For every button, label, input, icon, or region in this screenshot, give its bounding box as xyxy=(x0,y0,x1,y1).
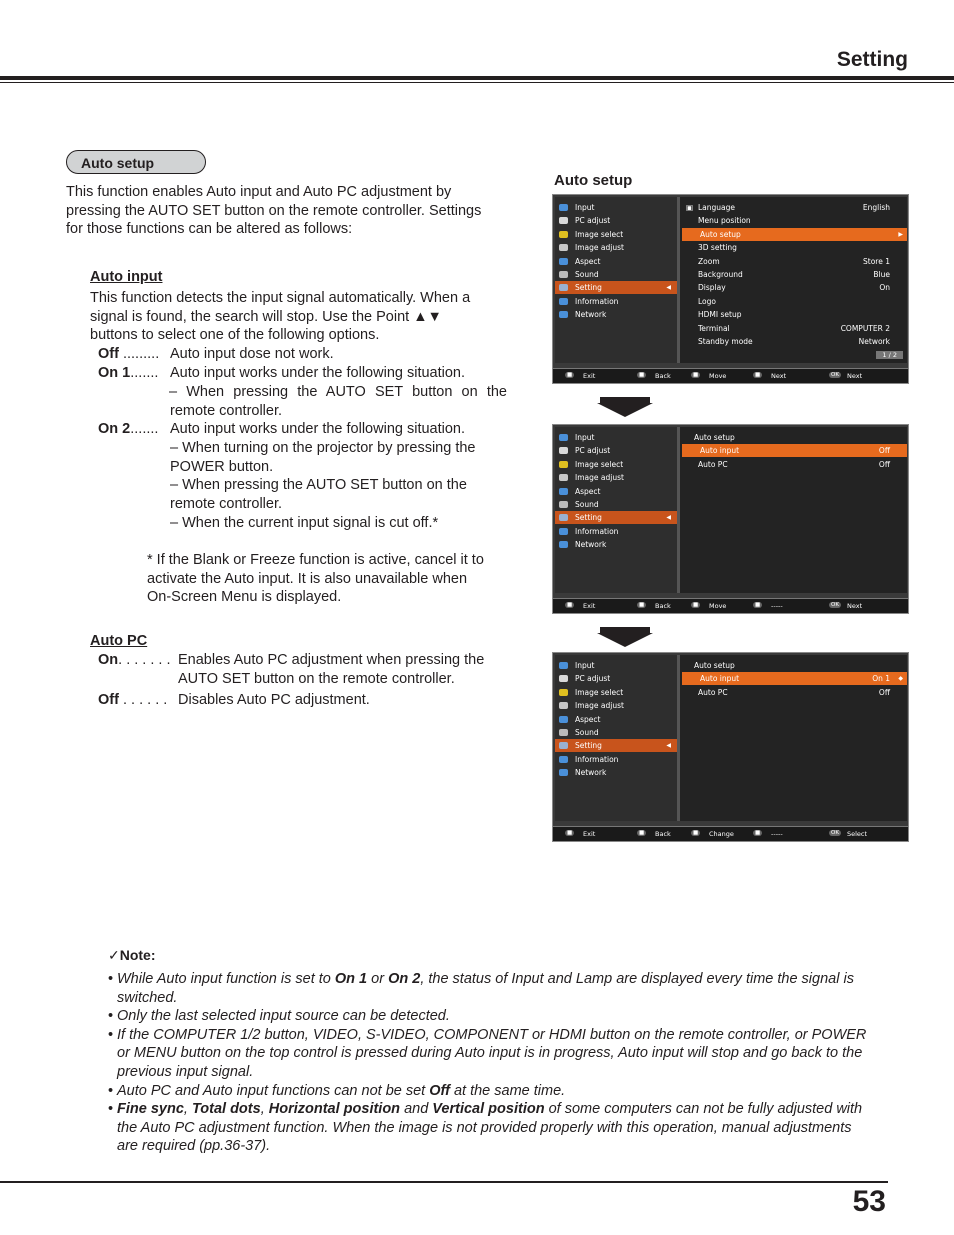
osd-menu-item xyxy=(555,431,677,444)
osd-menu-item xyxy=(555,485,677,498)
osd-guide-label: Exit xyxy=(583,372,596,380)
osd-submenu xyxy=(680,655,907,821)
osd-menu-item xyxy=(555,699,677,712)
osd-item-value: Off xyxy=(878,446,890,456)
network-icon xyxy=(559,769,568,776)
osd-screen-setting xyxy=(552,194,909,384)
option-on1 xyxy=(98,364,508,383)
osd-main-menu xyxy=(555,427,677,593)
move-icon: ■ xyxy=(693,372,699,378)
pc-adjust-icon xyxy=(559,217,568,224)
option-on2-sub: – When the current input signal is cut off.* xyxy=(170,515,439,531)
option-on xyxy=(98,651,508,687)
osd-menu-label: Image adjust xyxy=(575,243,624,253)
auto-input-desc: This function detects the input signal automatically. When a signal is found, the search will stop. Use the Point ▲▼ buttons to select one of the following options. xyxy=(90,290,471,344)
screen-title: Auto setup xyxy=(554,172,633,189)
section-title: Setting xyxy=(836,48,908,71)
osd-menu-item xyxy=(555,268,677,281)
osd-menu-item xyxy=(555,659,677,672)
exit-icon: ■ xyxy=(567,830,573,836)
ok-icon: OK xyxy=(831,830,839,836)
osd-menu-label: Image select xyxy=(575,687,624,697)
topic-pill: Auto setup xyxy=(66,150,206,174)
osd-guide-label: Next xyxy=(847,602,863,610)
osd-title-label: Auto setup xyxy=(694,661,735,670)
osd-menu-item xyxy=(555,766,677,779)
auto-pc-heading xyxy=(90,632,147,651)
osd-item-label: Menu position xyxy=(698,216,751,226)
osd-submenu xyxy=(680,197,907,363)
osd-submenu-item xyxy=(680,322,907,335)
aspect-icon xyxy=(559,488,568,495)
updown-icon: ◆ xyxy=(898,675,903,683)
option-dots: ......... xyxy=(118,346,160,362)
option-on2 xyxy=(98,420,508,439)
option-on1-sub: – When pressing the AUTO SET button on the remote controller. xyxy=(169,384,507,419)
osd-menu-label: PC adjust xyxy=(575,674,611,684)
sound-icon xyxy=(559,501,568,508)
option-text: Auto input works under the following situation. xyxy=(170,421,466,437)
osd-menu-label: Setting xyxy=(575,741,602,751)
image-adjust-icon xyxy=(559,474,568,481)
header-rule xyxy=(0,76,954,80)
osd-menu-label: Setting xyxy=(575,283,602,293)
setting-icon xyxy=(559,742,568,749)
osd-guide-label: Exit xyxy=(583,830,596,838)
osd-guide-label: Back xyxy=(655,602,671,610)
osd-guide-label: Move xyxy=(709,602,727,610)
option-text: Auto input dose not work. xyxy=(170,346,334,362)
note-item: • Auto PC and Auto input functions can not be set Off at the same time. xyxy=(108,1082,868,1101)
setting-icon xyxy=(559,284,568,291)
down-arrow-icon xyxy=(597,403,653,417)
osd-guide-label: Change xyxy=(709,830,734,838)
caret-left-icon: ◀ xyxy=(666,742,671,750)
note-item: • If the COMPUTER 1/2 button, VIDEO, S-VIDEO, COMPONENT or HDMI button on the remote controller, or POWER or MENU button on the top control is pressed during Auto input is in progress, Auto input will stop and go back to the previous input signal. xyxy=(108,1026,868,1082)
osd-page-indicator: 1 / 2 xyxy=(876,351,903,359)
image-select-icon xyxy=(559,689,568,696)
osd-menu-label: Information xyxy=(575,296,619,306)
caret-right-icon: ▶ xyxy=(898,230,903,238)
move-icon: ■ xyxy=(693,830,699,836)
information-icon xyxy=(559,298,568,305)
osd-item-label: Terminal xyxy=(698,323,730,333)
osd-submenu-item xyxy=(680,308,907,321)
osd-submenu-item xyxy=(680,458,907,471)
osd-menu-label: Sound xyxy=(575,728,599,737)
page-number: 53 xyxy=(852,1185,886,1218)
osd-item-label: Auto input xyxy=(700,446,740,456)
osd-guide-label: Move xyxy=(709,372,727,380)
osd-menu-label: Image select xyxy=(575,459,624,469)
aspect-icon xyxy=(559,716,568,723)
osd-menu-label: Network xyxy=(575,768,607,778)
ok-icon: OK xyxy=(831,602,839,608)
osd-menu-item xyxy=(555,753,677,766)
ok-icon: OK xyxy=(831,372,839,378)
note-item: • Only the last selected input source can be detected. xyxy=(108,1007,868,1026)
option-text: Enables Auto PC adjustment when pressing the AUTO SET button on the remote controller. xyxy=(178,652,485,687)
image-select-icon xyxy=(559,231,568,238)
move-icon: ■ xyxy=(693,602,699,608)
osd-item-value: On xyxy=(879,283,890,293)
osd-item-label: Auto PC xyxy=(698,459,728,469)
osd-item-label: Language xyxy=(698,203,736,212)
osd-menu-label: Aspect xyxy=(575,714,601,724)
osd-guide-label: Next xyxy=(847,372,863,380)
image-adjust-icon xyxy=(559,244,568,251)
osd-item-value: English xyxy=(862,203,890,212)
osd-item-label: Standby mode xyxy=(698,337,753,346)
note-label xyxy=(108,947,868,964)
note-em: Total dots xyxy=(191,1101,261,1118)
osd-guide-bar xyxy=(553,598,908,613)
osd-menu-item xyxy=(555,713,677,726)
osd-submenu-item xyxy=(680,255,907,268)
note-block xyxy=(108,947,868,1156)
footer-rule xyxy=(0,1181,888,1183)
auto-input-heading xyxy=(90,268,162,287)
osd-submenu-item xyxy=(680,268,907,281)
network-icon xyxy=(559,541,568,548)
osd-menu-label: Sound xyxy=(575,500,599,509)
osd-item-value: COMPUTER 2 xyxy=(840,323,890,333)
aspect-icon xyxy=(559,258,568,265)
auto-pc-heading-text: Auto PC xyxy=(90,633,148,649)
next-icon: ■ xyxy=(755,830,761,836)
osd-item-label: Auto input xyxy=(700,674,740,684)
osd-guide-bar xyxy=(553,368,908,383)
osd-menu-item xyxy=(555,739,677,752)
option-text: Disables Auto PC adjustment. xyxy=(178,692,370,708)
osd-menu-item xyxy=(555,255,677,268)
osd-main-menu xyxy=(555,655,677,821)
osd-menu-label: Image select xyxy=(575,229,624,239)
osd-main-menu xyxy=(555,197,677,363)
osd-item-label: Background xyxy=(698,270,743,279)
osd-screen-auto-input-on1 xyxy=(552,652,909,842)
note-em: On 2 xyxy=(388,971,421,987)
option-key: On xyxy=(98,652,119,668)
osd-menu-item xyxy=(555,228,677,241)
osd-menu-item xyxy=(555,538,677,551)
osd-menu-label: Aspect xyxy=(575,256,601,266)
down-arrow-icon xyxy=(597,633,653,647)
note-em: Horizontal position xyxy=(268,1101,401,1118)
setting-icon xyxy=(559,514,568,521)
osd-item-value: On 1 xyxy=(872,674,890,684)
osd-item-value: Off xyxy=(878,459,890,469)
note-list xyxy=(108,970,868,1156)
input-icon xyxy=(559,204,568,211)
osd-guide-label: Next xyxy=(771,372,787,380)
option-key: Off xyxy=(98,692,119,708)
osd-menu-label: Aspect xyxy=(575,486,601,496)
osd-menu-item xyxy=(555,511,677,524)
osd-menu-item xyxy=(555,471,677,484)
caret-left-icon: ◀ xyxy=(666,284,671,292)
osd-item-value: Blue xyxy=(873,270,890,279)
osd-submenu-item xyxy=(682,672,907,685)
exit-icon: ■ xyxy=(567,602,573,608)
osd-guide-label: Back xyxy=(655,830,671,838)
note-em: Vertical position xyxy=(432,1101,545,1118)
osd-submenu-item xyxy=(680,281,907,294)
header-rule-thin xyxy=(0,82,954,83)
information-icon xyxy=(559,756,568,763)
osd-menu-label: Setting xyxy=(575,513,602,523)
osd-item-label: Zoom xyxy=(698,256,720,266)
osd-submenu-item xyxy=(682,228,907,241)
osd-menu-label: Network xyxy=(575,310,607,320)
osd-menu-item xyxy=(555,241,677,254)
next-icon: ■ xyxy=(755,602,761,608)
osd-guide-label: ----- xyxy=(771,830,783,838)
osd-menu-item xyxy=(555,498,677,511)
option-key: On 1 xyxy=(98,365,131,381)
osd-submenu-item xyxy=(680,335,907,348)
osd-menu-item xyxy=(555,281,677,294)
check-icon: ✓ xyxy=(108,947,120,963)
osd-submenu-title xyxy=(680,659,907,672)
osd-menu-label: Network xyxy=(575,540,607,550)
option-dots: . . . . . . xyxy=(118,692,168,708)
osd-menu-label: Image adjust xyxy=(575,701,624,711)
pc-adjust-icon xyxy=(559,447,568,454)
osd-item-label: 3D setting xyxy=(698,243,737,253)
osd-menu-label: Sound xyxy=(575,270,599,279)
image-adjust-icon xyxy=(559,702,568,709)
osd-menu-item xyxy=(555,726,677,739)
osd-guide-label: Select xyxy=(847,830,868,838)
osd-guide-label: ----- xyxy=(771,602,783,610)
osd-title-label: Auto setup xyxy=(694,433,735,442)
osd-submenu xyxy=(680,427,907,593)
osd-submenu-item xyxy=(680,686,907,699)
option-text: Auto input works under the following situation. xyxy=(170,365,466,381)
option-on2-sub: – When pressing the AUTO SET button on the remote controller. xyxy=(170,477,467,512)
osd-submenu-item xyxy=(680,295,907,308)
osd-menu-label: Input xyxy=(575,433,595,442)
caret-left-icon: ◀ xyxy=(666,514,671,522)
osd-item-label: Auto PC xyxy=(698,687,728,697)
osd-menu-item xyxy=(555,214,677,227)
input-icon xyxy=(559,662,568,669)
image-select-icon xyxy=(559,461,568,468)
note-em: On 1 xyxy=(334,971,368,987)
note-item: • Fine sync, Total dots, Horizontal position and Vertical position of some computers can not be fully adjusted with the Auto PC adjustment function. When the image is not provided properly with this operation, manual adjustments are required (pp.36-37). xyxy=(108,1100,868,1156)
note-item: • While Auto input function is set to On 1 or On 2, the status of Input and Lamp are displayed every time the signal is switched. xyxy=(108,970,868,1007)
option-key: On 2 xyxy=(98,421,131,437)
exit-icon: ■ xyxy=(567,372,573,378)
osd-menu-label: Input xyxy=(575,661,595,670)
osd-item-label: Auto setup xyxy=(700,229,741,239)
back-icon: ■ xyxy=(639,372,645,378)
option-dots: ....... xyxy=(130,365,159,381)
osd-menu-item xyxy=(555,525,677,538)
osd-menu-label: PC adjust xyxy=(575,216,611,226)
option-dots: . . . . . . . xyxy=(118,652,171,668)
option-off xyxy=(98,345,508,364)
back-icon: ■ xyxy=(639,602,645,608)
osd-menu-item xyxy=(555,295,677,308)
osd-item-label: Logo xyxy=(698,296,716,306)
osd-menu-item xyxy=(555,308,677,321)
back-icon: ■ xyxy=(639,830,645,836)
osd-item-value: Network xyxy=(858,337,890,346)
osd-menu-item xyxy=(555,201,677,214)
osd-menu-label: Input xyxy=(575,203,595,212)
osd-menu-label: Image adjust xyxy=(575,473,624,483)
osd-guide-bar xyxy=(553,826,908,841)
network-icon xyxy=(559,311,568,318)
information-icon xyxy=(559,528,568,535)
note-label-text: Note: xyxy=(119,947,156,963)
osd-screen-auto-setup xyxy=(552,424,909,614)
osd-menu-label: Information xyxy=(575,754,619,764)
intro-text: This function enables Auto input and Auto PC adjustment by pressing the AUTO SET button on the remote controller. Settings for those functions can be altered as follows: xyxy=(66,184,482,238)
language-icon: ▣ xyxy=(686,203,694,212)
sound-icon xyxy=(559,271,568,278)
note-em: Off xyxy=(429,1082,450,1099)
option-dots: ....... xyxy=(130,421,159,437)
osd-item-value: Off xyxy=(878,687,890,697)
osd-guide-label: Back xyxy=(655,372,671,380)
sound-icon xyxy=(559,729,568,736)
osd-submenu-item xyxy=(680,241,907,254)
osd-menu-item xyxy=(555,458,677,471)
pc-adjust-icon xyxy=(559,675,568,682)
osd-menu-item xyxy=(555,686,677,699)
osd-item-label: HDMI setup xyxy=(698,310,742,320)
osd-menu-item xyxy=(555,672,677,685)
osd-menu-item xyxy=(555,444,677,457)
osd-item-label: Display xyxy=(698,283,726,293)
osd-menu-label: Information xyxy=(575,526,619,536)
option-key: Off xyxy=(98,346,119,362)
input-icon xyxy=(559,434,568,441)
next-icon: ■ xyxy=(755,372,761,378)
option-off xyxy=(98,691,508,710)
osd-guide-label: Exit xyxy=(583,602,596,610)
note-em: Fine sync xyxy=(117,1101,184,1118)
option-on2-sub: – When turning on the projector by pressing the POWER button. xyxy=(170,440,476,475)
footnote: * If the Blank or Freeze function is active, cancel it to activate the Auto input. It is also unavailable when On-Screen Menu is displayed. xyxy=(147,552,484,606)
osd-item-value: Store 1 xyxy=(863,256,890,266)
osd-submenu-title xyxy=(680,431,907,444)
osd-submenu-item xyxy=(680,214,907,227)
auto-input-heading-text: Auto input xyxy=(90,269,163,285)
osd-submenu-item xyxy=(680,201,907,214)
osd-menu-label: PC adjust xyxy=(575,446,611,456)
osd-submenu-item xyxy=(682,444,907,457)
